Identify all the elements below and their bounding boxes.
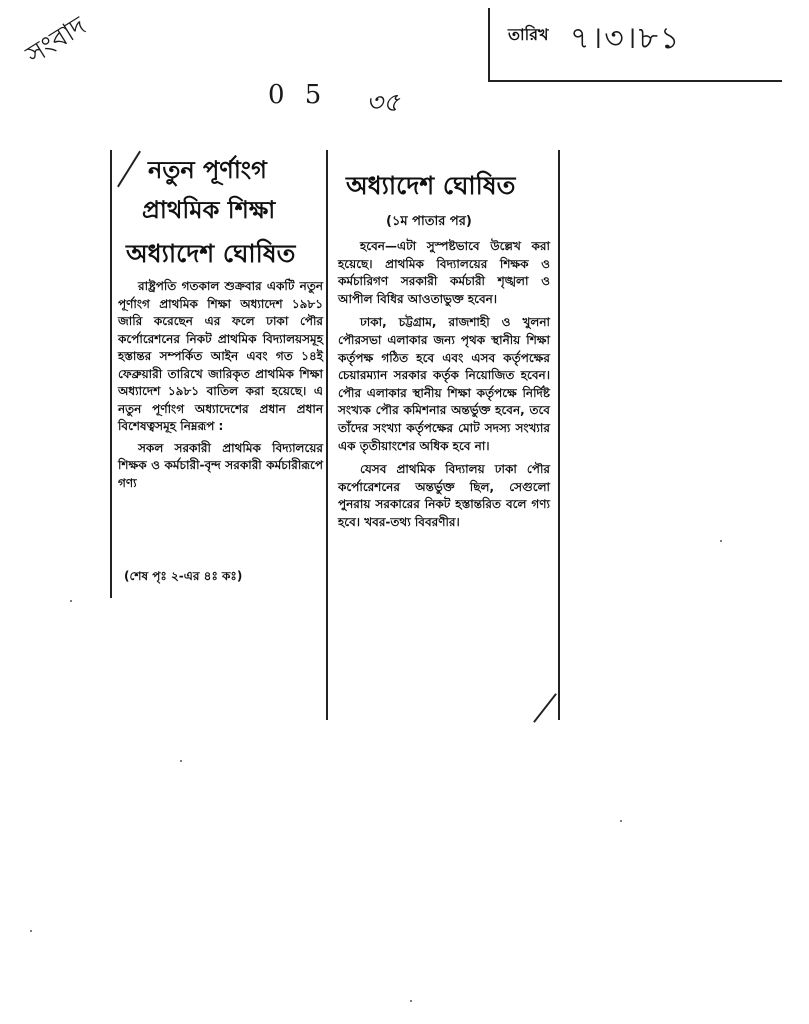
date-stamp-label: তারিখ: [508, 25, 549, 44]
clip1-continued-note: (শেষ পৃঃ ২-এর ৪ঃ কঃ): [124, 569, 243, 583]
page-number: 0 5: [268, 80, 328, 110]
date-stamp: [488, 8, 782, 82]
clip1-headline-3: অধ্যাদেশ ঘোষিত: [126, 239, 296, 268]
clip1-headline-2: প্রাথমিক শিক্ষা: [142, 196, 276, 224]
clip2-paragraph-1: হবেন—এটা সুস্পষ্টভাবে উল্লেখ করা হয়েছে। প্রাথমিক বিদ্যালয়ের শিক্ষক ও কর্মচারিগণ সরকারী কর্মচারী শৃঙ্খলা ও আপীল বিধির আওতাভুক্ত হবেন।: [338, 239, 550, 306]
scan-speck: [410, 1000, 412, 1002]
clipping-left: [110, 150, 327, 598]
date-stamp-value: ৭।৩।৮১: [570, 21, 682, 56]
scan-speck: [30, 930, 32, 932]
clip1-paragraph-1: রাষ্ট্রপতি গতকাল শুক্রবার একটি নতুন পূর্ণাংগ প্রাথমিক শিক্ষা অধ্যাদেশ ১৯৮১ জারি করেছেন এর ফলে ঢাকা পৌর কর্পোরেশনের নিকট প্রাথমিক বিদ্যালয়সমূহ হস্তান্তর সম্পর্কিত আইন এবং গত ১৪ই ফেব্রুয়ারী তারিখে জারিকৃত প্রাথমিক শিক্ষা অধ্যাদেশ ১৯৮১ বাতিল করা হয়েছে। এ নতুন পূর্ণাংগ অধ্যাদেশের প্রধান প্রধান বিশেষত্বসমূহ নিম্নরূপ :: [118, 279, 323, 433]
clip2-headline: অধ্যাদেশ ঘোষিত: [346, 171, 516, 200]
scan-speck: [620, 820, 622, 822]
newspaper-name: সংবাদ: [21, 11, 92, 71]
clip2-subhead: (১ম পাতার পর): [386, 214, 472, 229]
scan-speck: [180, 760, 182, 762]
clip1-headline-1: নতুন পূর্ণাংগ: [148, 156, 267, 184]
page-mark: ৩৫: [366, 88, 400, 118]
scan-speck: [70, 600, 72, 602]
clipping-right: [326, 150, 560, 720]
clip2-body: [338, 238, 550, 538]
clip1-paragraph-2: সকল সরকারী প্রাথমিক বিদ্যালয়ের শিক্ষক ও কর্মচারী-বৃন্দ সরকারী কর্মচারীরূপে গণ্য: [118, 440, 323, 490]
scan-speck: [720, 540, 722, 542]
clip2-paragraph-3: যেসব প্রাথমিক বিদ্যালয় ঢাকা পৌর কর্পোরেশনের অন্তর্ভুক্ত ছিল, সেগুলো পুনরায় সরকারের নিকট হস্তান্তরিত বলে গণ্য হবে। খবর-তথ্য বিবরণীর।: [338, 462, 550, 529]
clip1-body: [118, 278, 323, 496]
clip2-paragraph-2: ঢাকা, চট্টগ্রাম, রাজশাহী ও খুলনা পৌরসভা এলাকার জন্য পৃথক স্থানীয় শিক্ষা কর্তৃপক্ষ গঠিত হবে এবং এসব কর্তৃপক্ষের চেয়ারম্যান সরকার কর্তৃক নিয়োজিত হবেন। পৌর এলাকার স্থানীয় শিক্ষা কর্তৃপক্ষে নির্দিষ্ট সংখ্যক পৌর কমিশনার অন্তর্ভুক্ত হবেন, তবে তাঁদের সংখ্যা কর্তৃপক্ষের মোট সদস্য সংখ্যার এক তৃতীয়াংশের অধিক হবে না।: [338, 315, 550, 453]
